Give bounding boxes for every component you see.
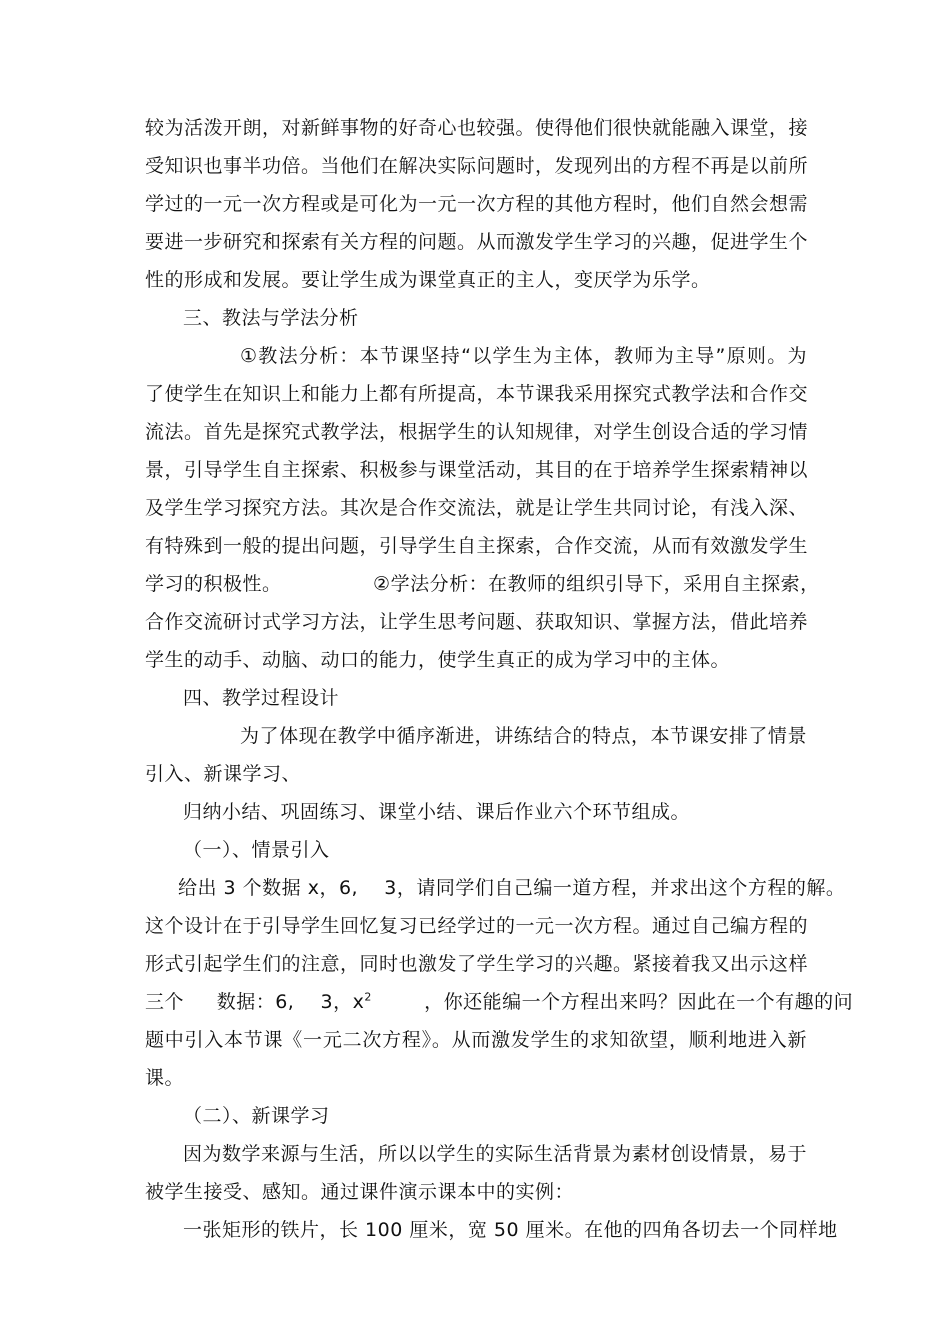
paragraph-line: 为了体现在教学中循序渐进，讲练结合的特点，本节课安排了情景 <box>240 725 807 747</box>
subsection-heading: （一）、情景引入 <box>183 839 330 861</box>
paragraph-line: 一张矩形的铁片，长 100 厘米，宽 50 厘米。在他的四角各切去一个同样地 <box>183 1219 838 1241</box>
section-heading: 三、教法与学法分析 <box>183 307 359 329</box>
paragraph-line: 有特殊到一般的提出问题，引导学生自主探索，合作交流，从而有效激发学生 <box>145 535 809 557</box>
subsection-heading: （二）、新课学习 <box>183 1105 330 1127</box>
paragraph-line: 形式引起学生们的注意，同时也激发了学生学习的兴趣。紧接着我又出示这样 <box>145 953 809 975</box>
line-spacer <box>372 991 424 1013</box>
paragraph-line: 学生的动手、动脑、动口的能力，使学生真正的成为学习中的主体。 <box>145 649 731 671</box>
paragraph-line: ①教法分析：本节课坚持“以学生为主体，教师为主导”原则。为 <box>240 345 807 367</box>
paragraph-line: 归纳小结、巩固练习、课堂小结、课后作业六个环节组成。 <box>183 801 691 823</box>
paragraph-line: 学习的积极性。 ②学法分析：在教师的组织引导下，采用自主探索， <box>145 573 820 595</box>
paragraph-line: 景，引导学生自主探索、积极参与课堂活动，其目的在于培养学生探索精神以 <box>145 459 809 481</box>
section-heading: 四、教学过程设计 <box>183 687 340 709</box>
paragraph-line: 被学生接受、感知。通过课件演示课本中的实例： <box>145 1181 575 1203</box>
paragraph-line: 因为数学来源与生活，所以以学生的实际生活背景为素材创设情景，易于 <box>183 1143 808 1165</box>
paragraph-line <box>145 990 853 1014</box>
paragraph-line: 给出 3 个数据 x，6, 3，请同学们自己编一道方程，并求出这个方程的解。 <box>178 877 846 899</box>
paragraph-line: 流法。首先是探究式教学法，根据学生的认知规律，对学生创设合适的学习情 <box>145 421 809 443</box>
paragraph-line: 这个设计在于引导学生回忆复习已经学过的一元一次方程。通过自己编方程的 <box>145 915 809 937</box>
line-text: ，你还能编一个方程出来吗？因此在一个有趣的问 <box>424 991 854 1013</box>
paragraph-line: 引入、新课学习、 <box>145 763 302 785</box>
paragraph-line: 了使学生在知识上和能力上都有所提高，本节课我采用探究式教学法和合作交 <box>145 383 809 405</box>
paragraph-line: 要进一步研究和探索有关方程的问题。从而激发学生学习的兴趣，促进学生个 <box>145 231 809 253</box>
paragraph-line: 性的形成和发展。要让学生成为课堂真正的主人，变厌学为乐学。 <box>145 269 711 291</box>
paragraph-line: 学过的一元一次方程或是可化为一元一次方程的其他方程时，他们自然会想需 <box>145 193 809 215</box>
superscript: 2 <box>364 990 372 1004</box>
paragraph-line: 及学生学习探究方法。其次是合作交流法，就是让学生共同讨论，有浅入深、 <box>145 497 809 519</box>
paragraph-line: 受知识也事半功倍。当他们在解决实际问题时，发现列出的方程不再是以前所 <box>145 155 809 177</box>
paragraph-line: 较为活泼开朗，对新鲜事物的好奇心也较强。使得他们很快就能融入课堂，接 <box>145 117 809 139</box>
paragraph-line: 课。 <box>145 1067 185 1089</box>
line-text: 三个 数据：6, 3，x <box>145 991 365 1013</box>
paragraph-line: 合作交流研讨式学习方法，让学生思考问题、获取知识、掌握方法，借此培养 <box>145 611 809 633</box>
paragraph-line: 题中引入本节课《一元二次方程》。从而激发学生的求知欲望，顺利地进入新 <box>145 1029 807 1051</box>
